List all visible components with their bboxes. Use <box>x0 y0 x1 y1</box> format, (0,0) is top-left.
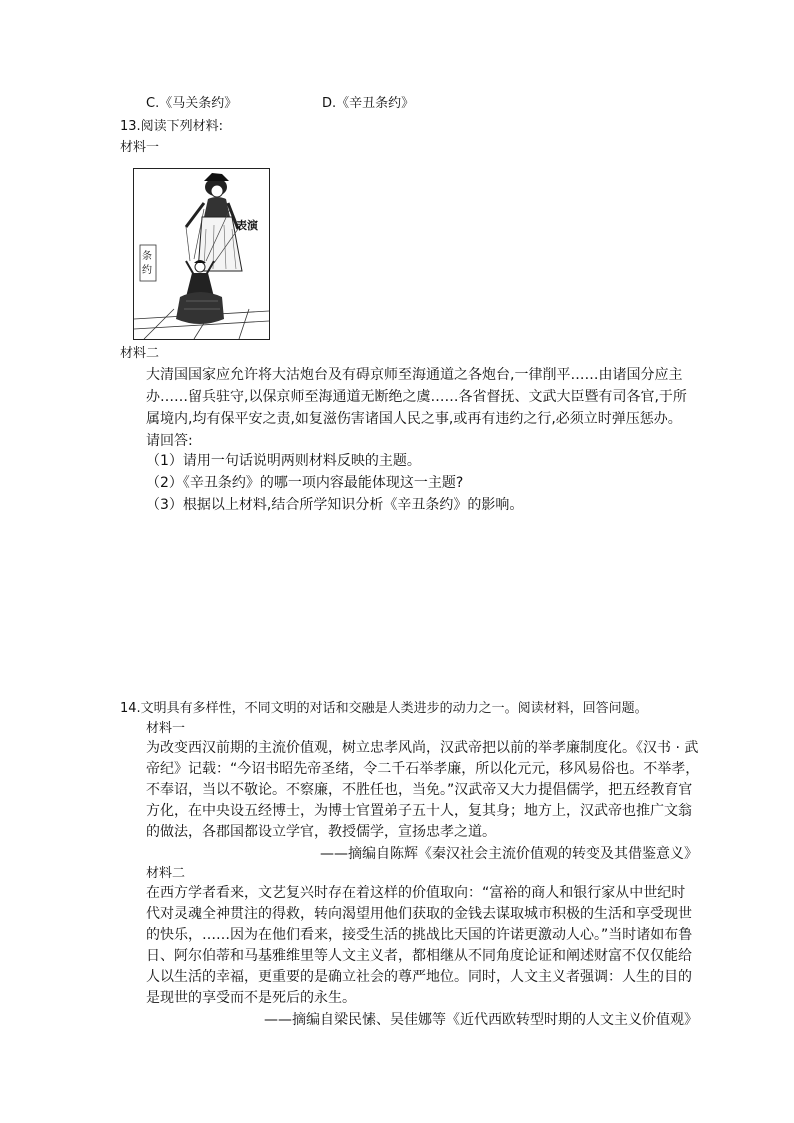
q13-instruction: 请回答: <box>146 433 193 449</box>
q13-material1-label: 材料一 <box>120 140 160 155</box>
q13-question-1: （1）请用一句话说明两则材料反映的主题。 <box>146 453 421 469</box>
cartoon-illustration <box>134 169 269 339</box>
cartoon-label-performance: 表演 <box>236 219 258 232</box>
q14-material2-line: 在西方学者看来，文艺复兴时存在着这样的价值取向：“富裕的商人和银行家从中世纪时 <box>146 885 686 901</box>
q14-material2-line: 是现世的享受而不是死后的永生。 <box>146 990 356 1006</box>
q13-questions <box>146 450 523 516</box>
political-cartoon <box>133 168 270 340</box>
q13-material2-line: 大清国国家应允许将大沽炮台及有碍京师至海通道之各炮台,一律削平……由诸国分应主 <box>146 367 683 383</box>
q13-material2-label: 材料二 <box>120 346 160 361</box>
q13-material2-text <box>146 364 687 452</box>
q14-material1-line: 不奉诏，当以不敬论。不察廉，不胜任也，当免。”汉武帝又大力提倡儒学，把五经教育官 <box>146 782 693 798</box>
q13-material2-line: 办……留兵驻守,以保京师至海通道无断绝之虞……各省督抚、文武大臣暨有司各官,于所 <box>146 389 687 405</box>
q14-material2-line: 代对灵魂全神贯注的得救，转向渴望用他们获取的金钱去谋取城市积极的生活和享受现世 <box>146 906 692 922</box>
q13-question-2: （2）《辛丑条约》的哪一项内容最能体现这一主题? <box>146 475 464 491</box>
q14-material1-source: ——摘编自陈辉《秦汉社会主流价值观的转变及其借鉴意义》 <box>320 846 698 862</box>
option-c: C.《马关条约》 <box>146 96 238 111</box>
q14-material2-line: 人以生活的幸福，更重要的是确立社会的尊严地位。同时，人文主义者强调：人生的目的 <box>146 969 692 985</box>
q14-material1-line: 方化，在中央设五经博士，为博士官置弟子五十人，复其身；地方上，汉武帝也推广文翁 <box>146 803 692 819</box>
q14-material2-label: 材料二 <box>146 866 186 881</box>
q14-material2-text <box>146 883 692 1009</box>
q13-question-3: （3）根据以上材料,结合所学知识分析《辛丑条约》的影响。 <box>146 497 524 513</box>
q14-material1-line: 的做法，各郡国都设立学官，教授儒学，宣扬忠孝之道。 <box>146 824 496 840</box>
cartoon-label-treaty-2: 约 <box>142 265 152 276</box>
q14-material2-source: ——摘编自梁民愫、吴佳娜等《近代西欧转型时期的人文主义价值观》 <box>264 1012 698 1028</box>
q14-material1-line: 帝纪》记载：“今诏书昭先帝圣绪，令二千石举孝廉，所以化元元，移风易俗也。不举孝， <box>146 761 700 777</box>
q14-material1-line: 为改变西汉前期的主流价值观，树立忠孝风尚，汉武帝把以前的举孝廉制度化。《汉书 · 武 <box>146 740 699 756</box>
q14-material2-line: 的快乐，……因为在他们看来，接受生活的挑战比天国的许诺更激动人心。”当时诸如布鲁 <box>146 927 693 943</box>
cartoon-label-treaty-1: 条 <box>142 251 152 262</box>
q13-heading: 13.阅读下列材料: <box>120 119 224 134</box>
option-d: D.《辛丑条约》 <box>322 96 415 111</box>
q14-heading: 14.文明具有多样性，不同文明的对话和交融是人类进步的动力之一。阅读材料，回答问题。 <box>120 701 648 716</box>
q13-material2-line: 属境内,均有保平安之责,如复滋伤害诸国人民之事,或再有违约之行,必须立时弹压惩办。 <box>146 411 682 427</box>
q14-material2-line: 日、阿尔伯蒂和马基雅维里等人文主义者，都相继从不同角度论证和阐述财富不仅仅能给 <box>146 948 692 964</box>
q14-material1-label: 材料一 <box>146 721 186 736</box>
q14-material1-text <box>146 738 699 843</box>
